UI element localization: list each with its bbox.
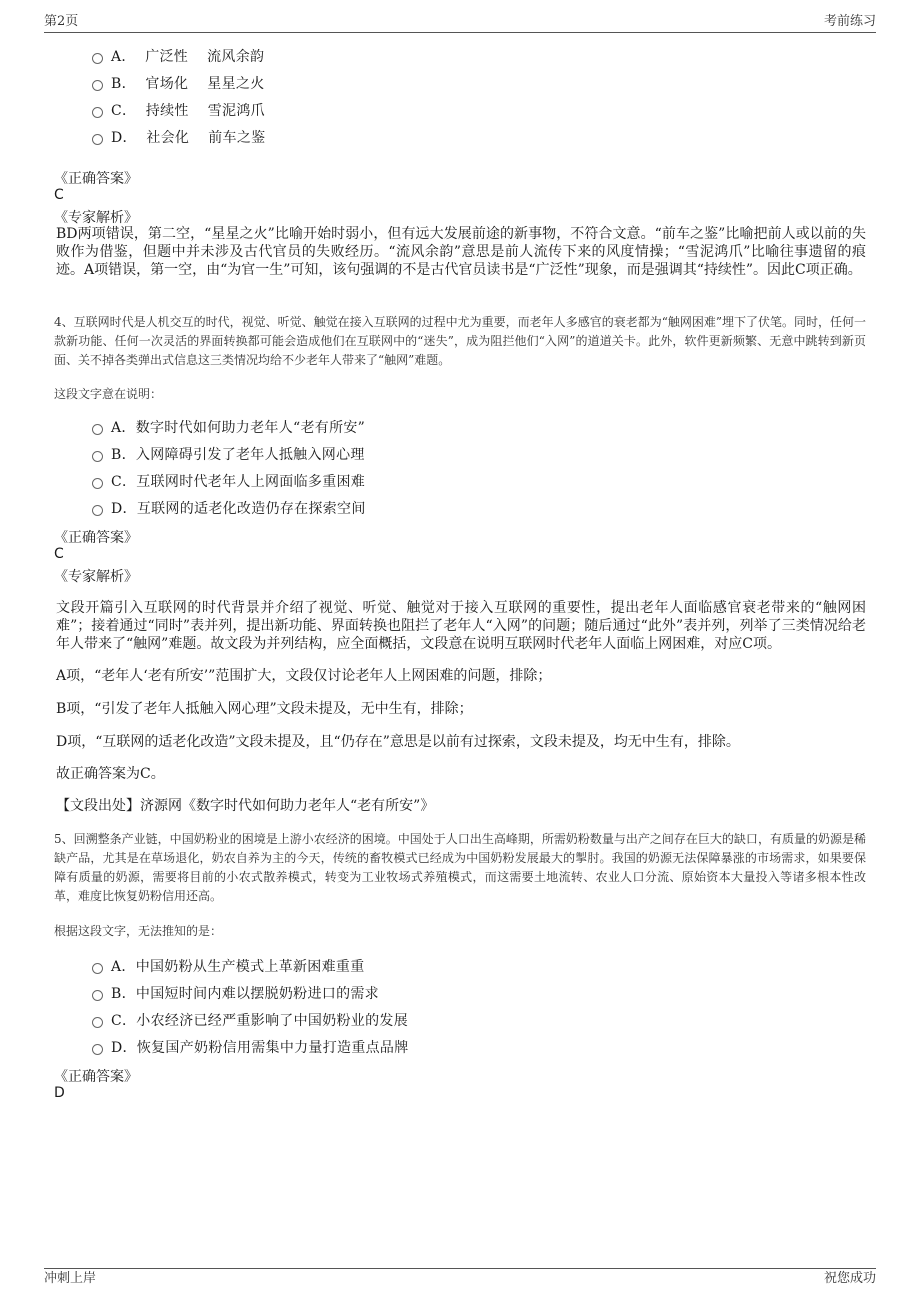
option-label: D． 社会化 前车之鉴 [111, 130, 266, 146]
analysis-paragraph: B项，“引发了老年人抵触入网心理”文段未提及，无中生有，排除； [56, 701, 473, 717]
analysis-paragraph: 故正确答案为C。 [56, 766, 165, 782]
footer-right: 祝您成功 [823, 1271, 876, 1286]
radio-icon[interactable] [92, 990, 103, 1001]
answer-heading: 《正确答案》 [54, 1069, 138, 1085]
option-label: A．数字时代如何助力老年人“老有所安” [111, 420, 366, 436]
radio-icon[interactable] [92, 424, 103, 435]
option-c[interactable] [92, 100, 265, 120]
option-a[interactable] [92, 956, 365, 976]
option-label: C． 持续性 雪泥鸿爪 [111, 103, 265, 119]
source-citation: 【文段出处】济源网《数字时代如何助力老年人“老有所安”》 [56, 798, 435, 814]
question-4-prompt: 这段文字意在说明： [54, 387, 163, 401]
radio-icon[interactable] [92, 451, 103, 462]
option-c[interactable] [92, 1010, 408, 1030]
option-c[interactable] [92, 471, 365, 491]
radio-icon[interactable] [92, 53, 103, 64]
analysis-paragraph: A项，“老年人‘老有所安’”范围扩大，文段仅讨论老年人上网困难的问题，排除； [56, 668, 552, 684]
question-5-prompt: 根据这段文字，无法推知的是： [54, 924, 223, 938]
radio-icon[interactable] [92, 478, 103, 489]
radio-icon[interactable] [92, 134, 103, 145]
option-label: B． 官场化 星星之火 [111, 76, 265, 92]
page-header [44, 14, 876, 33]
option-label: A． 广泛性 流风余韵 [111, 49, 265, 65]
option-label: B．中国短时间内难以摆脱奶粉进口的需求 [111, 986, 379, 1002]
answer-value: C [54, 187, 64, 203]
option-a[interactable] [92, 417, 365, 437]
option-label: B．入网障碍引发了老年人抵触入网心理 [111, 447, 365, 463]
analysis-heading: 《专家解析》 [54, 210, 138, 226]
page-footer [44, 1268, 876, 1289]
radio-icon[interactable] [92, 963, 103, 974]
analysis-text: BD两项错误，第二空，“星星之火”比喻开始时弱小，但有远大发展前途的新事物，不符合文意。“前车之鉴”比喻把前人或以前的失败作为借鉴，但题中并未涉及古代官员的失败经历。“流风余韵”意思是前人流传下来的风度情操；“雪泥鸿爪”比喻往事遗留的痕迹。A项错误，第一空，由“为官一生”可知，该句强调的不是古代官员读书是“广泛性”现象，而是强调其“持续性”。因此C项正确。 [56, 226, 866, 278]
analysis-heading: 《专家解析》 [54, 569, 138, 585]
header-title: 考前练习 [823, 14, 876, 29]
answer-heading: 《正确答案》 [54, 171, 138, 187]
option-b[interactable] [92, 444, 365, 464]
option-d[interactable] [92, 498, 366, 518]
answer-value: C [54, 546, 64, 562]
radio-icon[interactable] [92, 107, 103, 118]
answer-value: D [54, 1085, 65, 1101]
option-b[interactable] [92, 983, 379, 1003]
analysis-paragraph: D项，“互联网的适老化改造”文段未提及，且“仍存在”意思是以前有过探索，文段未提及，均无中生有，排除。 [56, 734, 740, 750]
option-label: C．小农经济已经严重影响了中国奶粉业的发展 [111, 1013, 409, 1029]
option-label: C．互联网时代老年人上网面临多重困难 [111, 474, 366, 490]
option-label: D．恢复国产奶粉信用需集中力量打造重点品牌 [111, 1040, 409, 1056]
answer-heading: 《正确答案》 [54, 530, 138, 546]
option-a[interactable] [92, 46, 264, 66]
option-b[interactable] [92, 73, 265, 93]
radio-icon[interactable] [92, 1017, 103, 1028]
radio-icon[interactable] [92, 505, 103, 516]
analysis-paragraph: 文段开篇引入互联网的时代背景并介绍了视觉、听觉、触觉对于接入互联网的重要性，提出老年人面临感官衰老带来的“触网困难”；接着通过“同时”表并列，提出新功能、界面转换也阻拦了老年人“入网”的问题；随后通过“此外”表并列，列举了三类情况给老年人带来了“触网”难题。故文段为并列结构，应全面概括，文段意在说明互联网时代老年人面临上网困难，对应C项。 [56, 600, 866, 652]
option-label: A．中国奶粉从生产模式上革新困难重重 [111, 959, 365, 975]
question-4-stem: 4、互联网时代是人机交互的时代，视觉、听觉、触觉在接入互联网的过程中尤为重要，而老年人多感官的衰老都为“触网困难”埋下了伏笔。同时，任何一款新功能、任何一次灵活的界面转换都可能会造成他们在互联网中的“迷失”，成为阻拦他们“入网”的道道关卡。此外，软件更新频繁、无意中跳转到新页面、关不掉各类弹出式信息这三类情况均给不少老年人带来了“触网”难题。 [54, 315, 866, 367]
footer-left: 冲刺上岸 [44, 1271, 97, 1286]
option-d[interactable] [92, 127, 265, 147]
option-d[interactable] [92, 1037, 409, 1057]
radio-icon[interactable] [92, 80, 103, 91]
question-5-stem: 5、回溯整条产业链，中国奶粉业的困境是上游小农经济的困境。中国处于人口出生高峰期，所需奶粉数量与出产之间存在巨大的缺口，有质量的奶源是稀缺产品，尤其是在草场退化，奶农自养为主的今天，传统的畜牧模式已经成为中国奶粉发展最大的掣肘。我国的奶源无法保障暴涨的市场需求，如果要保障有质量的奶源，需要将目前的小农式散养模式，转变为工业牧场式养殖模式，而这需要土地流转、农业人口分流、原始资本大量投入等诸多根本性改革，难度比恢复奶粉信用还高。 [54, 832, 866, 903]
page-number: 第2页 [44, 14, 79, 29]
radio-icon[interactable] [92, 1044, 103, 1055]
option-label: D．互联网的适老化改造仍存在探索空间 [111, 501, 366, 517]
